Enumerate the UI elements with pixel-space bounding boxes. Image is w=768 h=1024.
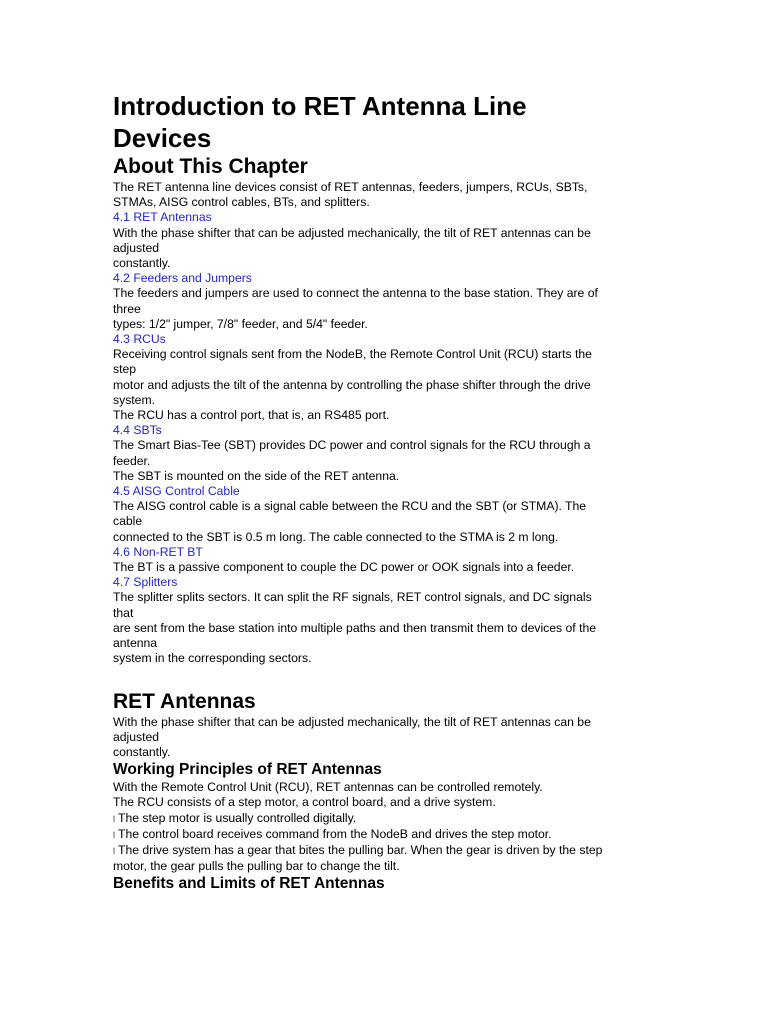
principles-text: With the Remote Control Unit (RCU), RET antennas can be controlled remotely. <box>113 780 543 795</box>
section-link-aisg-cable[interactable]: 4.5 AISG Control Cable <box>113 484 240 499</box>
section-text: adjusted <box>113 240 160 255</box>
page-title <box>113 90 653 154</box>
page-title-line-2: Devices <box>113 123 212 153</box>
bullet-text: The step motor is usually controlled digitally. <box>118 810 357 825</box>
chapter-intro-line: The RET antenna line devices consist of RET antennas, feeders, jumpers, RCUs, SBTs, <box>113 180 588 194</box>
section-text: The SBT is mounted on the side of the RET antenna. <box>113 468 400 483</box>
bullet-item <box>113 827 653 843</box>
section-text: With the phase shifter that can be adjusted mechanically, the tilt of RET antennas can be <box>113 225 591 240</box>
section-text: system. <box>113 392 155 407</box>
section-text: system in the corresponding sectors. <box>113 651 312 666</box>
section-text: Receiving control signals sent from the NodeB, the Remote Control Unit (RCU) starts the <box>113 347 592 362</box>
section-link-non-ret-bt[interactable]: 4.6 Non-RET BT <box>113 544 203 559</box>
section-text: The Smart Bias-Tee (SBT) provides DC power and control signals for the RCU through a <box>113 438 591 453</box>
bullet-marker: l <box>113 829 115 840</box>
section-text: antenna <box>113 636 158 651</box>
chapter-heading: About This Chapter <box>113 155 308 178</box>
section-text: The BT is a passive component to couple the DC power or OOK signals into a feeder. <box>113 560 575 575</box>
section-text: The AISG control cable is a signal cable between the RCU and the SBT (or STMA). The <box>113 499 587 514</box>
ret-text: With the phase shifter that can be adjusted mechanically, the tilt of RET antennas can be <box>113 714 591 729</box>
section-text: The feeders and jumpers are used to connect the antenna to the base station. They are of <box>113 286 598 301</box>
ret-text: adjusted <box>113 729 160 744</box>
section-text: The RCU has a control port, that is, an RS485 port. <box>113 408 390 423</box>
bullet-marker: l <box>113 813 115 824</box>
section-link-ret-antennas[interactable]: 4.1 RET Antennas <box>113 210 212 225</box>
section-text: The splitter splits sectors. It can split the RF signals, RET control signals, and DC signals <box>113 590 592 605</box>
section-text: that <box>113 605 134 620</box>
chapter-intro-line: STMAs, AISG control cables, BTs, and splitters. <box>113 195 370 210</box>
section-link-rcus[interactable]: 4.3 RCUs <box>113 332 166 347</box>
section-text: connected to the SBT is 0.5 m long. The cable connected to the STMA is 2 m long. <box>113 529 559 544</box>
section-text: three <box>113 301 141 316</box>
working-principles-heading: Working Principles of RET Antennas <box>113 761 382 779</box>
bullet-text: The control board receives command from the NodeB and drives the step motor. <box>118 826 552 841</box>
document-page <box>113 90 653 894</box>
section-text: are sent from the base station into multiple paths and then transmit them to devices of the <box>113 620 597 635</box>
page-title-line-1: Introduction to RET Antenna Line <box>113 91 527 121</box>
bullet-item <box>113 843 653 859</box>
ret-text: constantly. <box>113 744 171 759</box>
section-link-sbts[interactable]: 4.4 SBTs <box>113 423 162 438</box>
section-link-feeders-jumpers[interactable]: 4.2 Feeders and Jumpers <box>113 271 252 286</box>
section-link-splitters[interactable]: 4.7 Splitters <box>113 575 178 590</box>
section-text: feeder. <box>113 453 151 468</box>
bullet-item <box>113 811 653 827</box>
bullet-text: The drive system has a gear that bites the pulling bar. When the gear is driven by the step <box>118 842 603 857</box>
bullet-marker: l <box>113 845 115 856</box>
bullet-continuation: motor, the gear pulls the pulling bar to change the tilt. <box>113 859 400 874</box>
section-text: cable <box>113 514 143 529</box>
ret-antennas-heading: RET Antennas <box>113 689 256 713</box>
section-text: types: 1/2" jumper, 7/8" feeder, and 5/4" feeder. <box>113 316 368 331</box>
section-text: step <box>113 362 137 377</box>
section-text: motor and adjusts the tilt of the antenna by controlling the phase shifter through the drive <box>113 377 591 392</box>
benefits-limits-heading: Benefits and Limits of RET Antennas <box>113 875 385 893</box>
principles-text: The RCU consists of a step motor, a control board, and a drive system. <box>113 795 496 810</box>
section-text: constantly. <box>113 256 171 271</box>
